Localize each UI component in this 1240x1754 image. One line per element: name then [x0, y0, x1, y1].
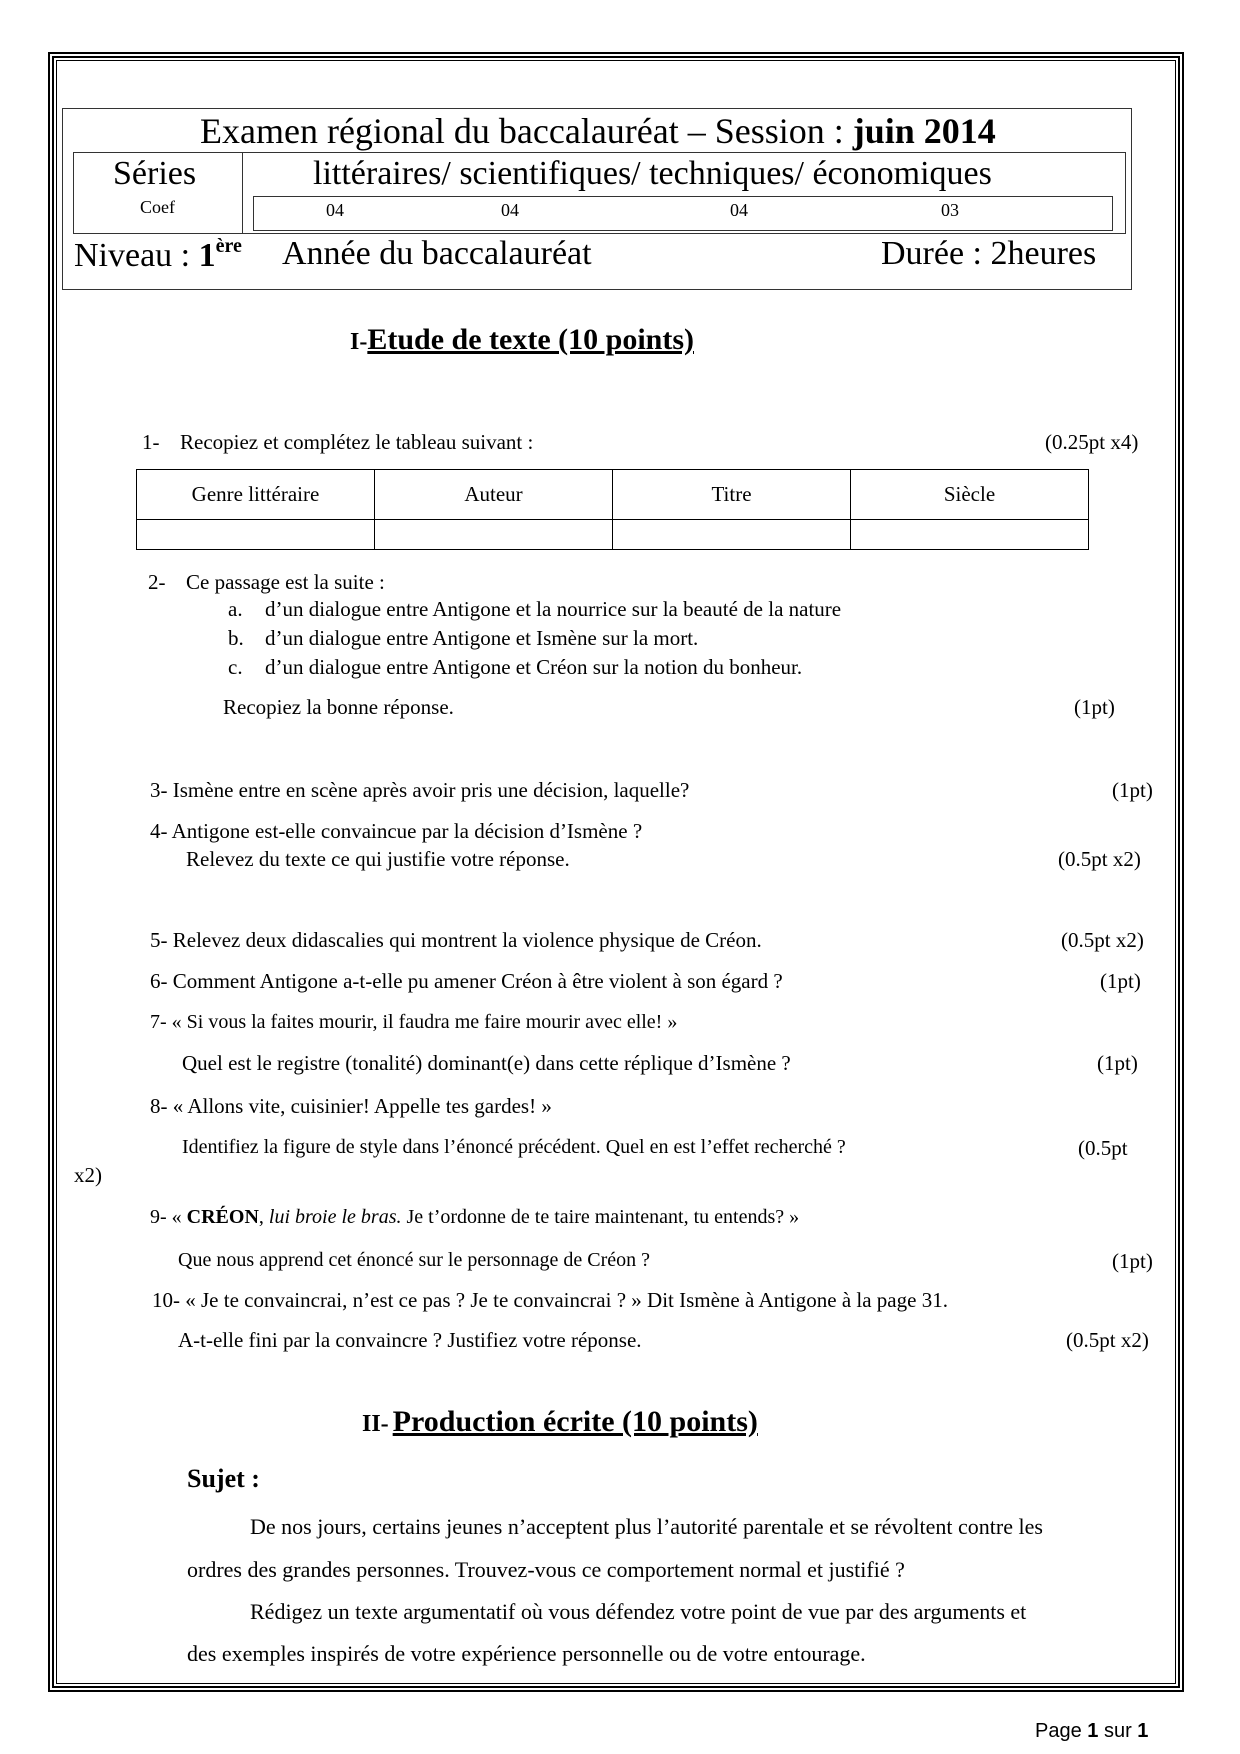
- sujet-line-4: des exemples inspirés de votre expérience personnelle ou de votre entourage.: [187, 1641, 866, 1666]
- series-list: littéraires/ scientifiques/ techniques/ économiques: [313, 155, 992, 192]
- q5-text: 5- Relevez deux didascalies qui montrent la violence physique de Créon.: [150, 928, 762, 952]
- duree: Durée : 2heures: [881, 235, 1097, 272]
- q8-line2: Identifiez la figure de style dans l’énoncé précédent. Quel en est l’effet recherché ?: [182, 1136, 846, 1158]
- sujet-line-3: Rédigez un texte argumentatif où vous défendez votre point de vue par des arguments et: [250, 1599, 1027, 1624]
- part1-number: I-: [350, 329, 368, 355]
- q2-option-a-letter: a.: [228, 597, 243, 621]
- table-header-auteur: Auteur: [375, 470, 613, 520]
- q5-points: (0.5pt x2): [1061, 928, 1144, 952]
- q3-points: (1pt): [1112, 778, 1153, 802]
- q2-option-c-letter: c.: [228, 655, 243, 679]
- series-label: Séries: [113, 155, 197, 192]
- coef-label: Coef: [140, 197, 175, 217]
- part2-number: II-: [362, 1411, 389, 1437]
- q10-line2: A-t-elle fini par la convaincre ? Justifiez votre réponse.: [178, 1328, 642, 1352]
- coef-value-3: 04: [730, 200, 748, 220]
- table-header-siecle: Siècle: [851, 470, 1089, 520]
- table-header-row: [137, 470, 1089, 520]
- q9-comma: ,: [258, 1206, 269, 1228]
- answer-table: [136, 469, 1089, 550]
- page-current: 1: [1087, 1720, 1099, 1742]
- q9-line1: [150, 1206, 799, 1229]
- coef-value-2: 04: [501, 200, 519, 220]
- coef-box: [253, 196, 1113, 231]
- q10-line1: 10- « Je te convaincrai, n’est ce pas ? Je te convaincrai ? » Dit Ismène à Antigone à la page 31.: [152, 1288, 948, 1312]
- q9-points: (1pt): [1112, 1249, 1153, 1273]
- q2-option-b: d’un dialogue entre Antigone et Ismène sur la mort.: [265, 626, 699, 650]
- exam-session: juin 2014: [852, 111, 996, 151]
- niveau-superscript: ère: [215, 235, 242, 257]
- q7-line2: Quel est le registre (tonalité) dominant(e) dans cette réplique d’Ismène ?: [182, 1051, 791, 1075]
- q9-line2: Que nous apprend cet énoncé sur le personnage de Créon ?: [178, 1249, 651, 1271]
- q9-stage-direction: lui broie le bras.: [268, 1206, 402, 1228]
- q7-points: (1pt): [1097, 1051, 1138, 1075]
- page-total: 1: [1137, 1720, 1149, 1742]
- table-cell: [851, 520, 1089, 550]
- q2-option-b-letter: b.: [228, 626, 244, 650]
- q8-line1: 8- « Allons vite, cuisinier! Appelle tes gardes! »: [150, 1094, 552, 1118]
- q2-number: 2-: [148, 570, 166, 594]
- niveau: [74, 235, 242, 275]
- part2-title: Production écrite (10 points): [392, 1405, 758, 1438]
- q2-points: (1pt): [1074, 695, 1115, 719]
- part1-title: Etude de texte (10 points): [367, 323, 694, 356]
- series-divider: [242, 152, 243, 234]
- sujet-line-2: ordres des grandes personnes. Trouvez-vous ce comportement normal et justifié ?: [187, 1557, 905, 1582]
- q9-name: CRÉON: [186, 1206, 259, 1228]
- q4-points: (0.5pt x2): [1058, 847, 1141, 871]
- page-number: [1035, 1720, 1148, 1743]
- table-cell: [137, 520, 375, 550]
- q3-text: 3- Ismène entre en scène après avoir pris une décision, laquelle?: [150, 778, 690, 802]
- niveau-text: Année du baccalauréat: [282, 235, 592, 272]
- q8-points-part1: (0.5pt: [1078, 1136, 1128, 1160]
- page-border-inner: [56, 60, 1176, 1684]
- exam-title: [200, 110, 996, 152]
- coef-value-1: 04: [326, 200, 344, 220]
- part1-heading: [350, 323, 694, 357]
- sujet-line-1: De nos jours, certains jeunes n’acceptent plus l’autorité parentale et se révoltent contre les: [250, 1514, 1043, 1539]
- sujet-label: Sujet :: [187, 1464, 260, 1493]
- q4-line2: Relevez du texte ce qui justifie votre réponse.: [186, 847, 570, 871]
- table-cell: [375, 520, 613, 550]
- page-sur: sur: [1098, 1720, 1138, 1742]
- niveau-number: 1: [198, 237, 216, 274]
- coef-value-4: 03: [941, 200, 959, 220]
- table-empty-row: [137, 520, 1089, 550]
- q9-prefix: 9- «: [150, 1206, 187, 1228]
- niveau-label: Niveau :: [74, 237, 199, 274]
- q7-line1: 7- « Si vous la faites mourir, il faudra me faire mourir avec elle! »: [150, 1011, 678, 1033]
- page-word: Page: [1035, 1720, 1088, 1742]
- q9-rest: Je t’ordonne de te taire maintenant, tu entends? »: [401, 1206, 800, 1228]
- table-header-genre: Genre littéraire: [137, 470, 375, 520]
- q8-points-part2: x2): [74, 1163, 102, 1187]
- q6-text: 6- Comment Antigone a-t-elle pu amener Créon à être violent à son égard ?: [150, 969, 783, 993]
- q1-text: Recopiez et complétez le tableau suivant :: [180, 430, 534, 454]
- part2-heading: [362, 1405, 758, 1439]
- q2-instruction: Recopiez la bonne réponse.: [223, 695, 454, 719]
- q4-line1: 4- Antigone est-elle convaincue par la décision d’Ismène ?: [150, 819, 643, 843]
- table-cell: [613, 520, 851, 550]
- q2-text: Ce passage est la suite :: [186, 570, 385, 594]
- exam-title-prefix: Examen régional du baccalauréat – Session :: [200, 111, 853, 151]
- q6-points: (1pt): [1100, 969, 1141, 993]
- q2-option-a: d’un dialogue entre Antigone et la nourrice sur la beauté de la nature: [265, 597, 842, 621]
- q1-points: (0.25pt x4): [1045, 430, 1139, 454]
- table-header-titre: Titre: [613, 470, 851, 520]
- q1-number: 1-: [142, 430, 160, 454]
- q2-option-c: d’un dialogue entre Antigone et Créon sur la notion du bonheur.: [265, 655, 803, 679]
- q10-points: (0.5pt x2): [1066, 1328, 1149, 1352]
